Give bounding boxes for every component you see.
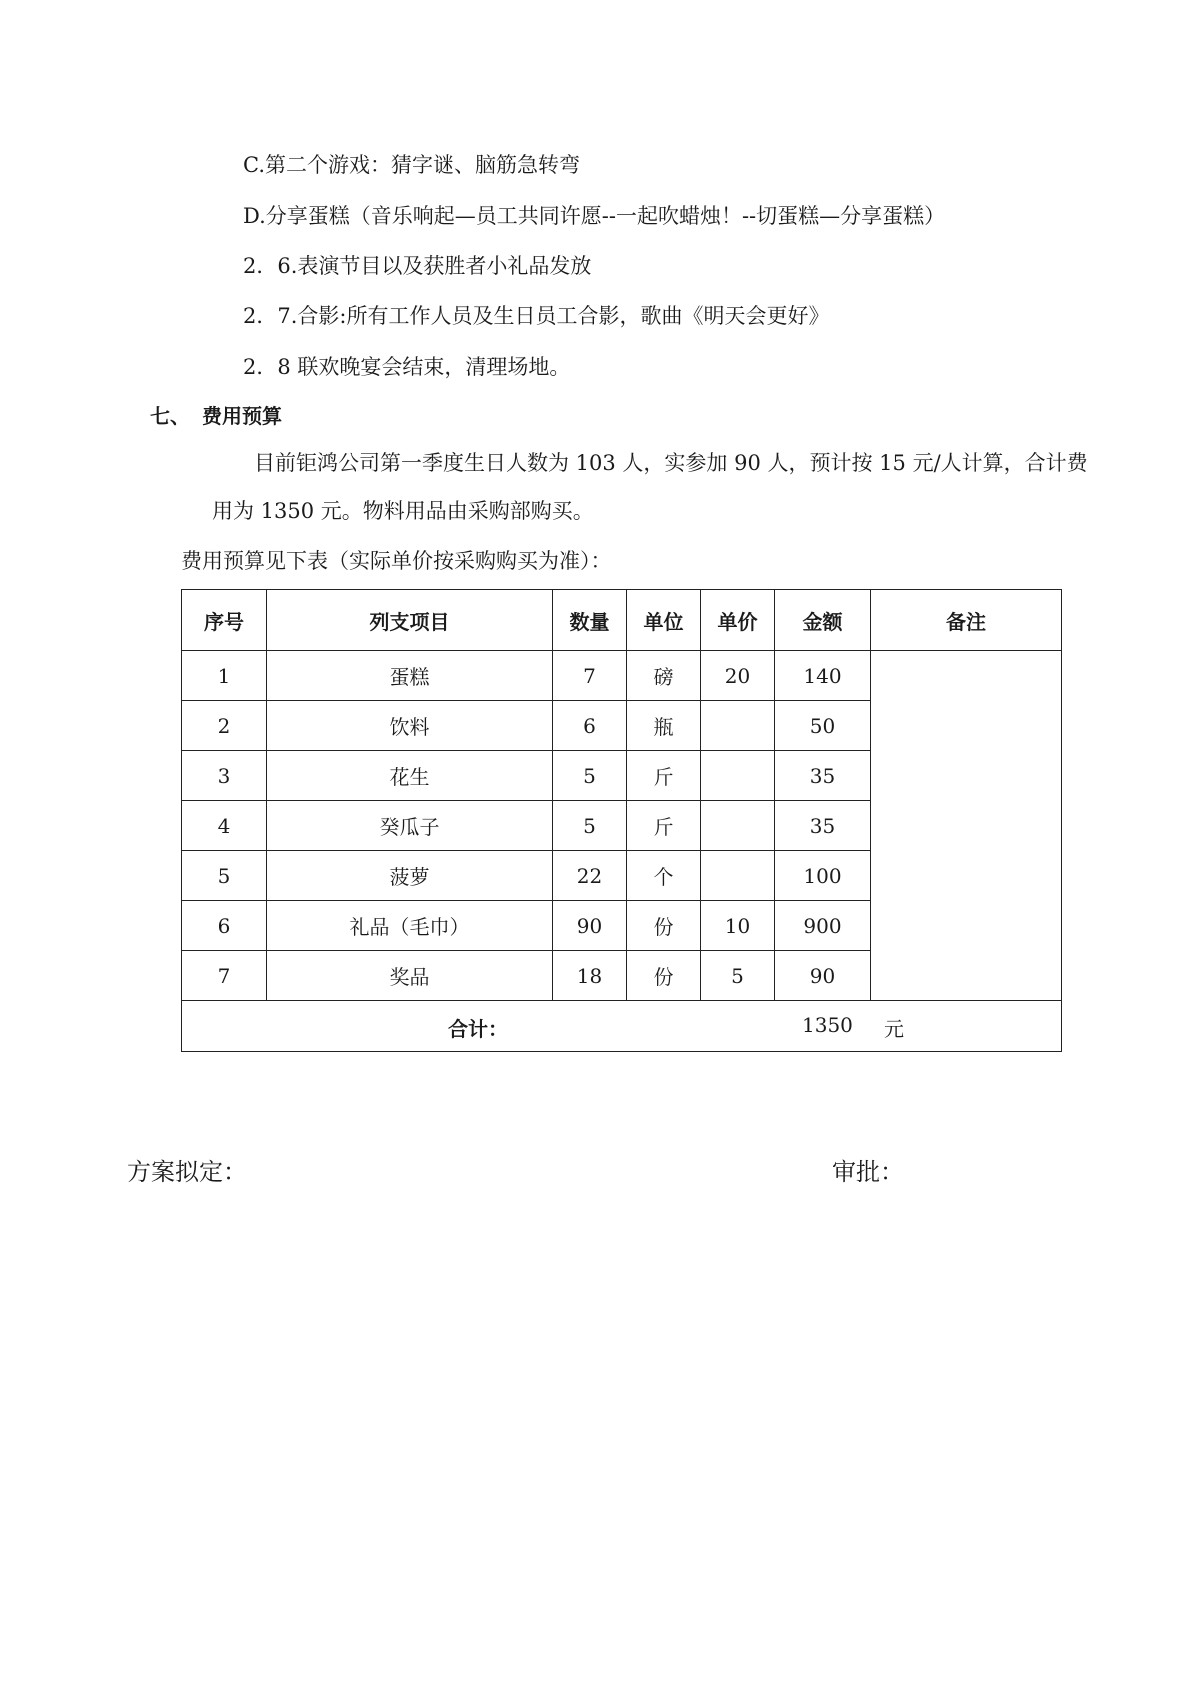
table-total-row: [182, 1001, 1062, 1052]
cell-unit-price: 10: [701, 901, 775, 951]
cell-unit-price: [701, 701, 775, 751]
table-header-row: [182, 590, 1062, 651]
cell-index: 4: [182, 801, 267, 851]
budget-paragraph-line-1: 目前钜鸿公司第一季度生日人数为 103 人，实参加 90 人，预计按 15 元/人计算，合计费: [254, 451, 1088, 475]
cell-quantity: 5: [553, 751, 627, 801]
cell-amount: 90: [775, 951, 871, 1001]
total-cell: [182, 1001, 1062, 1052]
activity-line-game: C.第二个游戏：猜字谜、脑筋急转弯: [243, 153, 580, 177]
total-label: 合计：: [448, 1017, 508, 1041]
cell-amount: 900: [775, 901, 871, 951]
cell-item: 花生: [267, 751, 553, 801]
cell-quantity: 6: [553, 701, 627, 751]
cell-index: 3: [182, 751, 267, 801]
cell-remark: [871, 651, 1062, 1001]
cell-item: 奖品: [267, 951, 553, 1001]
cell-unit-price: 20: [701, 651, 775, 701]
activity-line-performance: 2．6.表演节目以及获胜者小礼品发放: [243, 254, 592, 278]
budget-paragraph-line-2: 用为 1350 元。物料用品由采购部购买。: [212, 499, 594, 523]
drafted-by-label: 方案拟定：: [127, 1158, 247, 1186]
cell-index: 1: [182, 651, 267, 701]
cell-unit-price: [701, 801, 775, 851]
header-item: 列支项目: [267, 590, 553, 651]
cell-unit-price: [701, 851, 775, 901]
cell-quantity: 18: [553, 951, 627, 1001]
header-amount: 金额: [775, 590, 871, 651]
cell-amount: 50: [775, 701, 871, 751]
cell-item: 癸瓜子: [267, 801, 553, 851]
header-unit: 单位: [627, 590, 701, 651]
table-caption: 费用预算见下表（实际单价按采购购买为准）：: [181, 549, 612, 573]
cell-quantity: 7: [553, 651, 627, 701]
header-unit-price: 单价: [701, 590, 775, 651]
activity-line-photo: 2．7.合影:所有工作人员及生日员工合影，歌曲《明天会更好》: [243, 304, 830, 328]
cell-unit: 份: [627, 951, 701, 1001]
cell-quantity: 90: [553, 901, 627, 951]
cell-amount: 100: [775, 851, 871, 901]
cell-item: 菠萝: [267, 851, 553, 901]
header-quantity: 数量: [553, 590, 627, 651]
approval-label: 审批：: [832, 1158, 904, 1186]
total-unit: 元: [884, 1017, 904, 1041]
budget-table: [181, 589, 1062, 1052]
cell-unit-price: [701, 751, 775, 801]
cell-amount: 35: [775, 801, 871, 851]
cell-unit-price: 5: [701, 951, 775, 1001]
total-amount: 1350: [802, 1013, 853, 1037]
cell-unit: 个: [627, 851, 701, 901]
cell-item: 饮料: [267, 701, 553, 751]
cell-unit: 斤: [627, 801, 701, 851]
cell-index: 6: [182, 901, 267, 951]
cell-amount: 35: [775, 751, 871, 801]
cell-unit: 斤: [627, 751, 701, 801]
cell-index: 5: [182, 851, 267, 901]
activity-line-cake: D.分享蛋糕（音乐响起—员工共同许愿--一起吹蜡烛！--切蛋糕—分享蛋糕）: [243, 204, 946, 228]
cell-index: 2: [182, 701, 267, 751]
section-title: 费用预算: [202, 404, 282, 428]
activity-line-end: 2．8 联欢晚宴会结束，清理场地。: [243, 355, 571, 379]
table-row: [182, 651, 1062, 701]
header-index: 序号: [182, 590, 267, 651]
header-remark: 备注: [871, 590, 1062, 651]
section-number: 七、: [150, 404, 190, 428]
cell-item: 蛋糕: [267, 651, 553, 701]
cell-quantity: 5: [553, 801, 627, 851]
cell-quantity: 22: [553, 851, 627, 901]
cell-amount: 140: [775, 651, 871, 701]
cell-item: 礼品（毛巾）: [267, 901, 553, 951]
cell-unit: 磅: [627, 651, 701, 701]
cell-unit: 瓶: [627, 701, 701, 751]
cell-unit: 份: [627, 901, 701, 951]
cell-index: 7: [182, 951, 267, 1001]
